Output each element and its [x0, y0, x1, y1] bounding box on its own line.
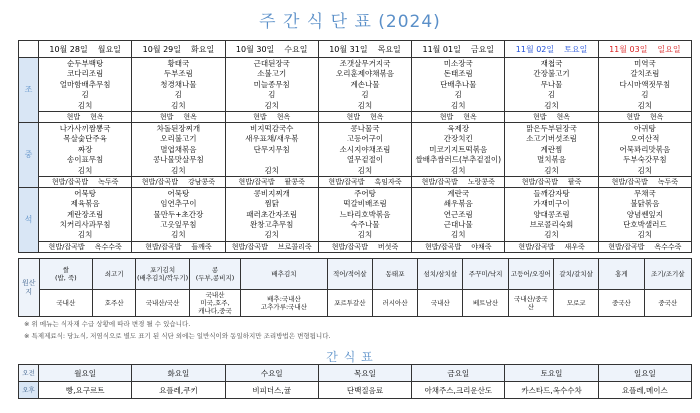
day-weekday: 수요일 — [284, 44, 308, 54]
dish-cell — [318, 122, 411, 176]
origin-country: 국내산 미국,호주, 캐나다,중국 — [189, 290, 240, 317]
rice-porridge-cell — [132, 111, 225, 122]
dish-item: 계란국 — [447, 188, 470, 198]
origin-item: 쇠고기 — [93, 259, 136, 290]
rice-type: 현밥 — [346, 112, 360, 121]
day-date: 10월 30일 — [235, 44, 275, 54]
dish-item: 김치 — [451, 230, 466, 240]
porridge-type: 현옥 — [183, 112, 197, 121]
dish-item: 양념쎈잎지 — [626, 209, 663, 219]
meal-row — [19, 122, 692, 176]
origin-item: 포기김치 (배추김치/깍두기) — [136, 259, 190, 290]
day-weekday: 금요일 — [470, 44, 495, 54]
dish-item: 고옷잎무침 — [160, 220, 197, 230]
porridge-type: 옥수수죽 — [94, 242, 122, 251]
dish-item: 순두부백탕 — [67, 59, 104, 68]
dish-cell — [505, 187, 598, 241]
rice-porridge-cell — [225, 111, 318, 122]
porridge-type: 흑임자죽 — [374, 177, 402, 186]
rice-type: 현밥/잡곡밥 — [421, 177, 458, 186]
dish-item: 김 — [641, 90, 649, 100]
dish-item: 돈태조림 — [443, 69, 473, 79]
snack-day: 금요일 — [412, 365, 505, 382]
day-date: 10월 31일 — [329, 44, 368, 54]
dish-item: 김치 — [264, 230, 279, 240]
origin-country: 러시아산 — [372, 290, 417, 317]
rice-type: 현밥 — [626, 112, 640, 121]
snack-day: 목요일 — [318, 365, 411, 382]
snack-item: 비피더스,귤 — [225, 382, 318, 399]
dish-item: 간장치킨 — [443, 134, 473, 144]
snack-item: 요플레,메이스 — [598, 382, 691, 399]
dish-cell — [39, 58, 132, 112]
day-weekday: 월요일 — [97, 44, 121, 54]
rice-type: 현밥/잡곡밥 — [425, 242, 462, 251]
day-date: 10월 29일 — [142, 44, 181, 54]
dish-item: 간장불고기 — [533, 69, 570, 79]
dish-item: 김 — [454, 90, 462, 100]
dish-item: 가재미구이 — [533, 199, 570, 209]
dish-cell — [225, 187, 318, 241]
day-header — [318, 41, 411, 58]
origin-country: 배추:국내산 고추가루:국내산 — [241, 290, 327, 317]
rice-type: 현밥 — [159, 112, 174, 121]
dish-item: 느타리호박볶음 — [339, 209, 391, 219]
dish-item: 두부숙갓무침 — [623, 155, 667, 165]
dish-item: 김치 — [544, 230, 559, 240]
rice-type: 현밥/잡곡밥 — [328, 177, 365, 186]
origin-country: 국내산 — [39, 290, 93, 317]
dish-item: 주어탕 — [354, 188, 376, 198]
dish-item: 콩나물국 — [350, 123, 380, 133]
dish-item: 어묵꽈리맛볶음 — [619, 144, 671, 154]
dish-cell — [412, 58, 505, 112]
dish-item: 김치 — [77, 165, 93, 175]
dish-cell — [412, 122, 505, 176]
rice-type: 현밥/잡곡밥 — [608, 242, 645, 251]
dish-item: 김치 — [637, 230, 653, 240]
dish-item: 고등어구이 — [346, 134, 384, 144]
note-line: ※ 위 메뉴는 식자재 수급 상황에 따라 변경 될 수 있습니다. — [24, 320, 191, 328]
origin-item: 홍게 — [599, 259, 644, 290]
dish-item: 미늘종무침 — [253, 79, 290, 89]
meal-footer-row — [19, 111, 692, 122]
corner-cell — [19, 41, 39, 58]
origin-table — [18, 258, 692, 317]
page-title: 주 간 식 단 표 (2024) — [259, 12, 441, 32]
dish-item: 김치 — [544, 165, 559, 175]
origin-item: 콩 (두부,콩비지) — [189, 259, 240, 290]
origin-item: 갈치/갈치살 — [554, 259, 599, 290]
origin-items-row — [19, 259, 692, 290]
dish-item: 김치 — [171, 100, 186, 110]
dish-item: 김치 — [357, 230, 373, 240]
rice-type: 현밥/잡곡밥 — [51, 177, 89, 186]
dish-item: 소고기버섯조림 — [526, 134, 577, 144]
dish-item: 어묵탕 — [167, 188, 190, 198]
porridge-type: 현옥 — [276, 112, 291, 121]
dish-item: 숙주나물 — [350, 220, 380, 230]
rice-porridge-cell — [598, 241, 691, 252]
meal-label: 중 — [19, 122, 39, 187]
day-date: 11월 02일 — [515, 44, 555, 54]
origin-country: 베트남산 — [463, 290, 508, 317]
dish-item: 오리불고기 — [160, 134, 197, 144]
origin-country: 국내산 — [418, 290, 463, 317]
dish-item: 임연추구이 — [160, 199, 197, 209]
porridge-type: 팥죽 — [567, 177, 582, 186]
snack-day: 수요일 — [225, 365, 318, 382]
dish-item: 김치 — [451, 165, 466, 175]
porridge-type: 새우죽 — [564, 242, 585, 251]
dish-cell — [505, 122, 598, 176]
dish-item: 물만두+초간장 — [153, 209, 204, 219]
porridge-type: 노랑콩죽 — [467, 177, 495, 186]
dish-item: 단무지무침 — [253, 144, 290, 154]
rice-porridge-cell — [505, 241, 598, 252]
dish-cell — [505, 58, 598, 112]
dish-cell — [318, 58, 411, 112]
rice-porridge-cell — [39, 111, 132, 122]
dish-item: 소불고기 — [257, 69, 287, 79]
day-header — [225, 41, 318, 58]
dish-item: 송이표무침 — [67, 155, 104, 165]
rice-porridge-cell — [505, 111, 598, 122]
snack-table — [18, 364, 692, 399]
dish-item: 떡갈비배조림 — [343, 199, 387, 209]
dish-item: 김치 — [264, 100, 279, 110]
dish-item: 무나물 — [540, 79, 563, 89]
snack-item: 빵,요구르트 — [39, 382, 132, 399]
porridge-type: 강남콩죽 — [187, 177, 216, 186]
dish-item: 갈치조림 — [630, 69, 660, 79]
dish-item: 계란장조림 — [67, 209, 104, 219]
origin-label: 원산지 — [19, 259, 40, 317]
rice-porridge-cell — [39, 176, 132, 187]
dish-item: 들깨감자탕 — [533, 188, 570, 198]
dish-cell — [412, 187, 505, 241]
day-weekday: 토요일 — [564, 44, 588, 54]
snack-day: 화요일 — [132, 365, 225, 382]
weekly-menu-table — [18, 40, 692, 253]
day-header — [39, 41, 132, 58]
dish-item: 찜닭 — [264, 199, 279, 209]
meal-row — [19, 187, 692, 241]
rice-porridge-cell — [318, 241, 411, 252]
day-header — [505, 41, 598, 58]
origin-item: 섬치/삼치살 — [418, 259, 463, 290]
origin-item: 조기/조기살 — [644, 259, 691, 290]
dish-item: 미역국 — [633, 59, 656, 68]
dish-item: 목살숯단주육 — [63, 134, 107, 144]
dish-item: 치커리사과무침 — [59, 220, 111, 230]
rice-type: 현밥 — [66, 112, 81, 121]
dish-item: 짜장 — [77, 144, 93, 154]
dish-item: 근대된장국 — [253, 59, 290, 68]
day-weekday: 일요일 — [657, 44, 681, 54]
dish-item: 양대콩조림 — [533, 209, 570, 219]
dish-item: 쇄우볶음 — [443, 199, 473, 209]
dish-item: 조갯살무거지국 — [339, 59, 391, 68]
dish-cell — [318, 187, 411, 241]
porridge-type: 녹두죽 — [98, 177, 119, 186]
dish-cell — [132, 122, 225, 176]
rice-type: 현밥/잡곡밥 — [231, 242, 268, 251]
snack-item: 카스타드,옥수수차 — [505, 382, 598, 399]
dish-item: 김치 — [171, 165, 186, 175]
dish-cell — [598, 187, 691, 241]
origin-item: 적어/적어살 — [327, 259, 372, 290]
dish-item: 김 — [547, 90, 556, 100]
dish-item: 콩비지찌개 — [253, 188, 290, 198]
dish-item: 청경채나물 — [160, 79, 197, 89]
dish-item: 오여산적 — [630, 134, 660, 144]
dish-item: 어묵탕 — [74, 188, 97, 198]
rice-porridge-cell — [318, 176, 411, 187]
origin-country: 포르투갈산 — [327, 290, 372, 317]
dish-item: 김 — [361, 90, 369, 100]
porridge-type: 브로콜리죽 — [277, 242, 312, 251]
meal-row — [19, 58, 692, 112]
dish-item: 김치 — [637, 100, 653, 110]
dish-item: 단배추나물 — [440, 79, 477, 89]
origin-item: 배추김치 — [241, 259, 327, 290]
rice-type: 현밥/잡곡밥 — [518, 242, 555, 251]
rice-porridge-cell — [598, 111, 691, 122]
rice-type: 현밥/잡곡밥 — [145, 242, 182, 251]
origin-item: 동태포 — [372, 259, 417, 290]
day-weekday: 목요일 — [377, 44, 401, 54]
dish-item: 김 — [268, 90, 276, 100]
dish-item: 단호박샐러드 — [623, 220, 667, 230]
dish-item: 완창고추무침 — [249, 220, 294, 230]
rice-porridge-cell — [225, 241, 318, 252]
dish-item: 김치 — [544, 100, 559, 110]
dish-item: 무채국 — [633, 188, 656, 198]
dish-item: 소시지야채조림 — [339, 144, 391, 154]
dish-item: 계손나물 — [350, 79, 380, 89]
dish-item: 코다리조림 — [67, 69, 104, 79]
dish-cell — [598, 122, 691, 176]
dish-item: 김 — [174, 90, 183, 100]
origin-country: 국내산/국산 — [136, 290, 190, 317]
day-date: 11월 01일 — [422, 44, 461, 54]
dish-item: 멸치볶음 — [537, 155, 567, 165]
date-header-row — [19, 41, 692, 58]
origin-country: 호주산 — [93, 290, 136, 317]
porridge-type: 현옥 — [556, 112, 571, 121]
dish-item: 아귀탕 — [633, 123, 656, 133]
dish-item: 재첩국 — [540, 59, 563, 68]
dish-item: 김치 — [171, 230, 186, 240]
dish-item: 얼마함배추무침 — [59, 79, 111, 89]
dish-item: 열무겉절이 — [346, 155, 384, 165]
meal-label: 조 — [19, 58, 39, 123]
rice-type: 현밥/잡곡밥 — [521, 177, 558, 186]
porridge-type: 옥수수죽 — [654, 242, 682, 251]
meal-label: 석 — [19, 187, 39, 252]
dish-cell — [132, 58, 225, 112]
rice-porridge-cell — [39, 241, 132, 252]
note-line: ※ 특제제료식: 당뇨식, 저염식으로 별도 표기 된 식단 외에는 일반식이와 동일하지만 조리방법은 변형됩니다. — [24, 332, 331, 340]
dish-item: 계란찜 — [540, 144, 563, 154]
rice-porridge-cell — [598, 176, 691, 187]
dish-item: 제육볶음 — [70, 199, 100, 209]
rice-porridge-cell — [132, 176, 225, 187]
rice-type: 현밥/잡곡밥 — [48, 242, 85, 251]
origin-country: 국내산/중국 산 — [508, 290, 553, 317]
rice-type: 현밥/잡곡밥 — [141, 177, 178, 186]
dish-item: 새우표채/새우볶 — [245, 134, 299, 144]
origin-country-row — [19, 290, 692, 317]
dish-item: 김치 — [264, 165, 279, 175]
rice-type: 현밥 — [439, 112, 454, 121]
dish-item: 근대나물 — [443, 220, 473, 230]
origin-item: 쌀 (밥, 죽) — [39, 259, 93, 290]
dish-item: 쌀배추쌈러드(부추겉절이) — [415, 155, 502, 165]
rice-type: 현밥/잡곡밥 — [238, 177, 275, 186]
dish-item: 김 — [81, 90, 89, 100]
dish-item: 육제장 — [447, 123, 470, 133]
dish-cell — [39, 122, 132, 176]
porridge-type: 야채죽 — [471, 242, 492, 251]
porridge-type: 현옥 — [369, 112, 384, 121]
dish-cell — [225, 58, 318, 112]
rice-porridge-cell — [318, 111, 411, 122]
dish-item: 미소장국 — [443, 59, 473, 68]
dish-item: 김치 — [77, 100, 93, 110]
day-date: 11월 03일 — [609, 44, 648, 54]
dish-item: 불닭볶음 — [630, 199, 660, 209]
dish-item: 콩나물맛살무침 — [153, 155, 204, 165]
dish-item: 다시마액젓무침 — [619, 79, 671, 89]
meal-footer-row — [19, 176, 692, 187]
snack-day: 일요일 — [598, 365, 691, 382]
dish-item: 차돌된장찌개 — [156, 123, 201, 133]
snack-label-pm: 오후 — [19, 382, 39, 399]
rice-porridge-cell — [412, 241, 505, 252]
dish-item: 비지떡감국수 — [249, 123, 294, 133]
day-header — [598, 41, 691, 58]
porridge-type: 녹두죽 — [657, 177, 679, 186]
dish-item: 멸엽채볶음 — [160, 144, 197, 154]
dish-item: 김치 — [77, 230, 93, 240]
dish-cell — [225, 122, 318, 176]
dish-cell — [39, 187, 132, 241]
snack-day: 월요일 — [39, 365, 132, 382]
dish-item: 브로콜리숙회 — [529, 220, 574, 230]
snack-item-row — [19, 382, 692, 399]
snack-day: 토요일 — [505, 365, 598, 382]
day-weekday: 화요일 — [191, 44, 215, 54]
origin-item: 주꾸미/낙지 — [463, 259, 508, 290]
rice-type: 현밥 — [253, 112, 267, 121]
dish-item: 김치 — [357, 165, 373, 175]
porridge-type: 팥콩죽 — [284, 177, 305, 186]
dish-item: 미코기지트떡볶음 — [429, 144, 488, 154]
origin-country: 중국산 — [644, 290, 691, 317]
rice-porridge-cell — [412, 176, 505, 187]
origin-country: 모로코 — [554, 290, 599, 317]
dish-item: 패러초간자조림 — [246, 209, 298, 219]
rice-type: 현밥 — [533, 112, 547, 121]
dish-item: 맑은두부된장국 — [526, 123, 577, 133]
dish-cell — [598, 58, 691, 112]
dish-item: 두부조림 — [163, 69, 193, 79]
dish-item: 김치 — [357, 100, 373, 110]
snack-item: 요플레,쿠키 — [132, 382, 225, 399]
dish-item: 김치 — [637, 165, 653, 175]
dish-item: 나가사끼짬뽕국 — [59, 123, 111, 133]
day-header — [412, 41, 505, 58]
day-header — [132, 41, 225, 58]
dish-item: 연근조림 — [443, 209, 473, 219]
origin-country: 중국산 — [599, 290, 644, 317]
dish-cell — [132, 187, 225, 241]
snack-day-row — [19, 365, 692, 382]
dish-item: 김치 — [451, 100, 466, 110]
rice-porridge-cell — [412, 111, 505, 122]
dish-item: 오리훈제야채볶음 — [336, 69, 394, 79]
snack-label-am: 오전 — [19, 365, 39, 382]
dish-item — [226, 155, 318, 165]
snack-title: 간 식 표 — [326, 350, 374, 364]
rice-porridge-cell — [505, 176, 598, 187]
porridge-type: 현옥 — [463, 112, 477, 121]
porridge-type: 현옥 — [90, 112, 104, 121]
snack-item: 단백질음료 — [318, 382, 411, 399]
meal-footer-row — [19, 241, 692, 252]
porridge-type: 현옥 — [649, 112, 664, 121]
rice-porridge-cell — [225, 176, 318, 187]
rice-porridge-cell — [132, 241, 225, 252]
rice-type: 현밥/잡곡밥 — [331, 242, 368, 251]
rice-type: 현밥/잡곡밥 — [611, 177, 648, 186]
origin-item: 고등어/오징어 — [508, 259, 553, 290]
porridge-type: 들깨죽 — [191, 242, 212, 251]
dish-item: 황태국 — [167, 59, 190, 68]
snack-item: 아채주스,크리운산도 — [412, 382, 505, 399]
day-date: 10월 28일 — [49, 44, 88, 54]
notes — [24, 318, 331, 342]
porridge-type: 버섯죽 — [377, 242, 399, 251]
